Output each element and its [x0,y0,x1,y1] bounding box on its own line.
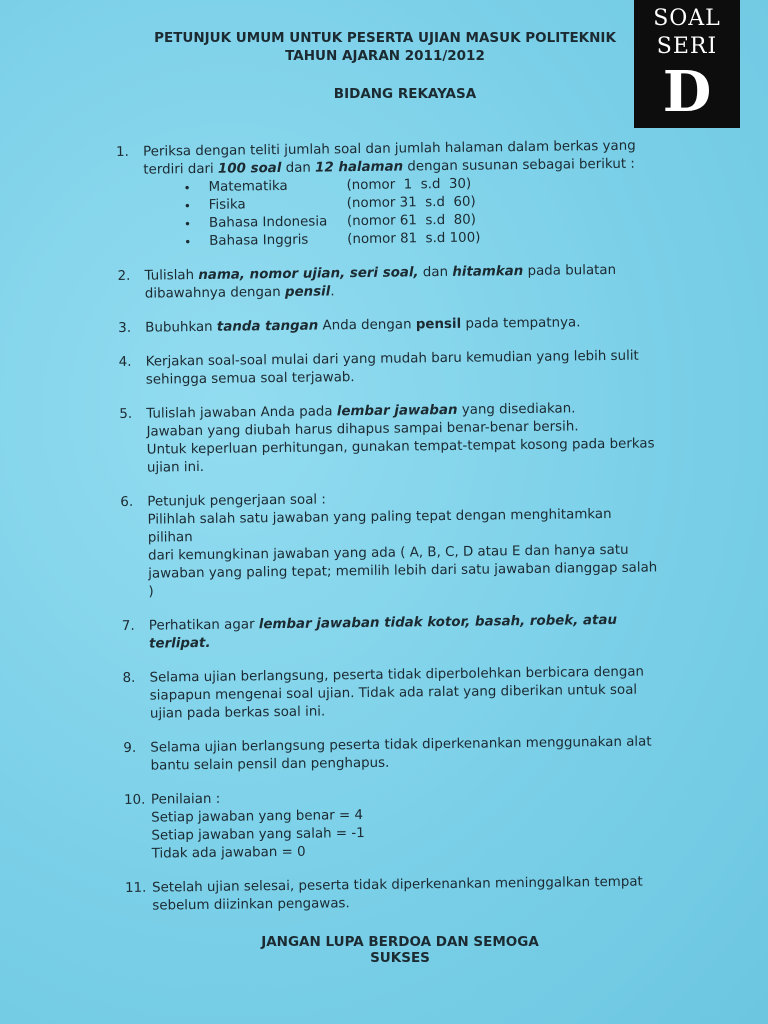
text-run-emphasis: lembar jawaban tidak kotor, basah, robek, atau terlipat. [149,612,618,652]
text-run: pada bulatan [523,262,617,280]
item-number: 3. [118,320,132,336]
item-number: 7. [121,618,135,634]
text-run: yang disediakan. [457,401,576,418]
item-text: Petunjuk pengerjaan soal : [147,492,326,510]
text-run: pada tempatnya. [461,315,581,332]
item-number: 10. [123,792,146,808]
text-run-emphasis: 100 soal [217,160,282,177]
bullet-icon: • [184,235,192,250]
instruction-item-10 [124,785,665,864]
item-text: siapapun mengenai soal ujian. Tidak ada ralat yang diberikan untuk soal [149,682,638,704]
text-run-bold: pensil [415,316,462,333]
subject-list [143,173,657,251]
subject-range: (nomor 61 s.d 80) [346,212,477,230]
text-run: Anda dengan [318,317,416,334]
item-number: 6. [120,494,134,510]
text-run: . [330,284,335,300]
item-number: 2. [117,268,131,284]
text-run: terdiri dari [143,161,219,178]
instruction-item-2 [118,261,658,304]
instruction-item-7 [122,611,662,654]
text-run-emphasis: hitamkan [452,264,524,280]
item-number: 8. [122,670,136,686]
badge-letter: D [662,59,712,125]
item-text: Jawaban yang diubah harus dihapus sampai benar-benar bersih. [146,419,579,440]
bullet-icon: • [183,217,192,232]
text-run-emphasis: 12 halaman [315,159,404,176]
bullet-icon: • [183,181,191,196]
footer-message: JANGAN LUPA BERDOA DAN SEMOGA SUKSES [261,934,539,966]
item-number: 11. [125,880,147,896]
text-run: dan [418,264,453,281]
text-run: Tulislah [144,268,199,284]
instruction-item-4 [119,347,659,390]
item-text [145,313,658,337]
instruction-item-8 [122,663,663,724]
item-text: sehingga semua soal terjawab. [145,370,355,388]
instruction-item-9 [123,733,663,776]
text-run: Perhatikan agar [148,617,259,634]
instruction-item-6 [120,487,661,602]
item-text: Periksa dengan teliti jumlah soal dan jumlah halaman dalam berkas yang [143,138,636,160]
item-text: Setiap jawaban yang benar = 4 [151,808,364,826]
text-run: Tulislah jawaban Anda pada [146,404,337,422]
header-title-line2: TAHUN AJARAN 2011/2012 [285,48,485,64]
header-title-line1: PETUNJUK UMUM UNTUK PESERTA UJIAN MASUK POLITEKNIK [154,30,616,46]
item-text: Kerjakan soal-soal mulai dari yang mudah baru kemudian yang lebih sulit [145,348,639,370]
instruction-item-11 [125,873,665,916]
series-badge [634,0,740,128]
item-text [149,611,662,653]
item-text: dari kemungkinan jawaban yang ada ( A, B, C, D atau E dan hanya satu [147,542,629,564]
badge-seri: SERI [656,34,718,59]
item-text: bantu selain pensil dan penghapus. [150,755,390,774]
item-text: jawaban yang paling tepat; memilih lebih dari satu jawaban dianggap salah ) [148,560,658,600]
text-run: dengan susunan sebagai berikut : [403,156,635,175]
text-run-emphasis: lembar jawaban [336,402,458,420]
item-text: Setelah ujian selesai, peserta tidak diperkenankan meninggalkan tempat [152,874,643,896]
item-text: Selama ujian berlangsung peserta tidak diperkenankan menggunakan alat [150,734,652,756]
item-text: sebelum diizinkan pengawas. [152,896,350,914]
item-text: Untuk keperluan perhitungan, gunakan tempat-tempat kosong pada berkas [146,436,655,458]
text-run-emphasis: pensil [284,284,331,300]
subject-name: Fisika [208,197,246,213]
item-text: Setiap jawaban yang salah = -1 [151,826,365,844]
text-run: dan [281,160,316,176]
subject-range: (nomor 81 s.d 100) [347,230,481,248]
item-number: 1. [116,144,129,160]
item-number: 9. [123,740,137,756]
badge-soal: SOAL [653,6,721,31]
header-field: BIDANG REKAYASA [333,86,477,102]
item-text: ujian ini. [146,459,205,476]
instruction-item-1 [116,137,657,252]
text-run: Bubuhkan [145,319,217,336]
subject-range: (nomor 31 s.d 60) [346,194,476,212]
text-run-emphasis: tanda tangan [216,318,319,335]
instruction-item-3 [118,313,658,338]
subject-name: Bahasa Indonesia [208,214,328,231]
subject-name: Matematika [208,178,288,195]
text-run: dibawahnya dengan [144,284,286,302]
item-number: 5. [119,406,133,422]
item-text: Pilihlah salah satu jawaban yang paling tepat dengan menghitamkan pilihan [147,506,612,546]
item-text: Selama ujian berlangsung, peserta tidak diperbolehkan berbicara dengan [149,664,645,686]
item-text: Tidak ada jawaban = 0 [151,844,306,862]
bullet-icon: • [183,199,191,214]
instruction-item-5 [119,399,660,478]
item-text: Penilaian : [150,791,221,808]
item-number: 4. [118,354,132,370]
subject-name: Bahasa Inggris [209,232,309,249]
instruction-list [116,137,666,932]
text-run-emphasis: nama, nomor ujian, seri soal, [198,265,419,284]
subject-range: (nomor 1 s.d 30) [346,176,472,194]
item-text: ujian pada berkas soal ini. [149,704,326,722]
